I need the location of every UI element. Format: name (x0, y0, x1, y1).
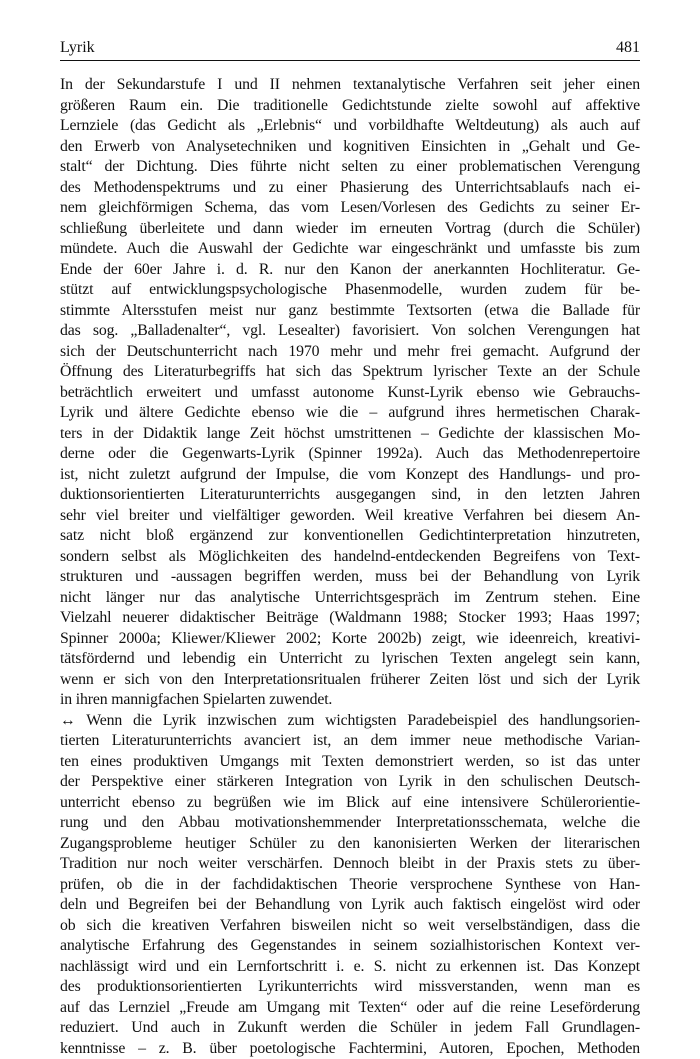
text-line: ten eines produktiven Umgangs mit Texten demonstriert werden, so ist das unter (60, 752, 640, 773)
text-line: Lyrik und ältere Gedichte ebenso wie die – aufgrund ihres hermetischen Charak- (60, 403, 640, 424)
text-line: ters in der Didaktik lange Zeit höchst umstrittenen – Gedichte der klassischen Mo- (60, 424, 640, 445)
text-line: beträchtlich erweitert und umfasst autonome Kunst-Lyrik ebenso wie Gebrauchs- (60, 383, 640, 404)
text-line: den Erwerb von Analysetechniken und kognitiven Einsichten in „Gehalt und Ge- (60, 137, 640, 158)
text-line: tierten Literaturunterrichts avanciert ist, an dem immer neue methodische Varian- (60, 731, 640, 752)
text-line: des Methodenspektrums und zu einer Phasierung des Unterrichtsablaufs nach ei- (60, 178, 640, 199)
text-line: derne oder die Gegenwarts-Lyrik (Spinner 1992a). Auch das Methodenrepertoire (60, 444, 640, 465)
text-line: wenn er sich von den Interpretationsritualen früherer Zeiten löst und sich der Lyrik (60, 670, 640, 691)
text-line: sich der Deutschunterricht nach 1970 mehr und mehr frei gemacht. Aufgrund der (60, 342, 640, 363)
text-line: ↔ Wenn die Lyrik inzwischen zum wichtigsten Paradebeispiel des handlungsorien- (60, 711, 640, 732)
body-text (60, 75, 640, 1059)
page-number: 481 (616, 38, 640, 58)
text-line: reduziert. Und auch in Zukunft werden die Schüler in jedem Fall Grundlagen- (60, 1018, 640, 1039)
text-line: Ende der 60er Jahre i. d. R. nur den Kanon der anerkannten Hochliteratur. Ge- (60, 260, 640, 281)
text-line: stützt auf entwicklungspsychologische Phasenmodelle, wurden zudem für be- (60, 280, 640, 301)
text-line: Lernziele (das Gedicht als „Erlebnis“ und vorbildhafte Weltdeutung) als auch auf (60, 116, 640, 137)
text-line: In der Sekundarstufe I und II nehmen textanalytische Verfahren seit jeher einen (60, 75, 640, 96)
text-line: unterricht ebenso zu begrüßen wie im Blick auf eine intensivere Schülerorientie- (60, 793, 640, 814)
text-line: duktionsorientierten Literaturunterrichts ausgegangen sind, in den letzten Jahren (60, 485, 640, 506)
text-line: des produktionsorientierten Lyrikunterrichts wird missverstanden, wenn man es (60, 977, 640, 998)
text-line: satz nicht bloß ergänzend zur konventionellen Gedichtinterpretation hinzutreten, (60, 526, 640, 547)
text-line: stalt“ der Dichtung. Dies führte nicht selten zu einer problematischen Verengung (60, 157, 640, 178)
text-line: sondern selbst als Möglichkeiten des handelnd-entdeckenden Begreifens von Text- (60, 547, 640, 568)
book-page (60, 38, 640, 1059)
text-line: Vielzahl neuerer didaktischer Beiträge (Waldmann 1988; Stocker 1993; Haas 1997; (60, 608, 640, 629)
section-title: Lyrik (60, 38, 95, 58)
text-line: ob sich die kreativen Verfahren bisweilen nicht so weit verselbständigen, dass die (60, 916, 640, 937)
text-line: sehr viel breiter und vielfältiger geworden. Weil kreative Verfahren bei diesem An- (60, 506, 640, 527)
text-line: größeren Raum ein. Die traditionelle Gedichtstunde zielte sowohl auf affektive (60, 96, 640, 117)
text-line: auf das Lernziel „Freude am Umgang mit Texten“ oder auf die reine Leseförderung (60, 998, 640, 1019)
text-line: nachlässigt wird und ein Lernfortschritt i. e. S. nicht zu erkennen ist. Das Konzept (60, 957, 640, 978)
text-line: strukturen und -aussagen begriffen werden, muss bei der Behandlung von Lyrik (60, 567, 640, 588)
text-line: prüfen, ob die in der fachdidaktischen Theorie versprochene Synthese von Han- (60, 875, 640, 896)
text-line: analytische Erfahrung des Gegenstandes in seinem sozialhistorischen Kontext ver- (60, 936, 640, 957)
text-line: in ihren mannigfachen Spielarten zuwendet. (60, 690, 640, 711)
text-line: Zugangsprobleme heutiger Schüler zu den kanonisierten Werken der literarischen (60, 834, 640, 855)
text-line: das sog. „Balladenalter“, vgl. Lesealter) favorisiert. Von solchen Verengungen hat (60, 321, 640, 342)
text-line: tätsfördernd und lebendig ein Unterricht zu lyrischen Texten angelegt sein kann, (60, 649, 640, 670)
text-line: rung und den Abbau motivationshemmender Interpretationsschemata, welche die (60, 813, 640, 834)
text-line: deln und Begreifen bei der Behandlung von Lyrik auch faktisch eingelöst wird oder (60, 895, 640, 916)
running-head (60, 38, 640, 61)
text-line: nem gleichförmigen Schema, das vom Lesen/Vorlesen des Gedichts zu seiner Er- (60, 198, 640, 219)
text-line: der Perspektive einer stärkeren Integration von Lyrik in den schulischen Deutsch- (60, 772, 640, 793)
text-line: Spinner 2000a; Kliewer/Kliewer 2002; Korte 2002b) zeigt, wie ideenreich, kreativi- (60, 629, 640, 650)
text-line: stimmte Altersstufen meist nur ganz bestimmte Textsorten (etwa die Ballade für (60, 301, 640, 322)
text-line: kenntnisse – z. B. über poetologische Fachtermini, Autoren, Epochen, Methoden (60, 1039, 640, 1059)
text-line: nicht länger nur das analytische Unterrichtsgespräch im Zentrum stehen. Eine (60, 588, 640, 609)
text-line: schließung überleitete und dann wieder im erneuten Vortrag (durch die Schüler) (60, 219, 640, 240)
text-line: ist, nicht zuletzt aufgrund der Impulse, die vom Konzept des Handlungs- und pro- (60, 465, 640, 486)
text-line: mündete. Auch die Auswahl der Gedichte war eingeschränkt und umfasste bis zum (60, 239, 640, 260)
text-line: Öffnung des Literaturbegriffs hat sich das Spektrum lyrischer Texte an der Schule (60, 362, 640, 383)
text-line: Tradition nur noch weiter verschärfen. Dennoch bleibt in der Praxis stets zu über- (60, 854, 640, 875)
